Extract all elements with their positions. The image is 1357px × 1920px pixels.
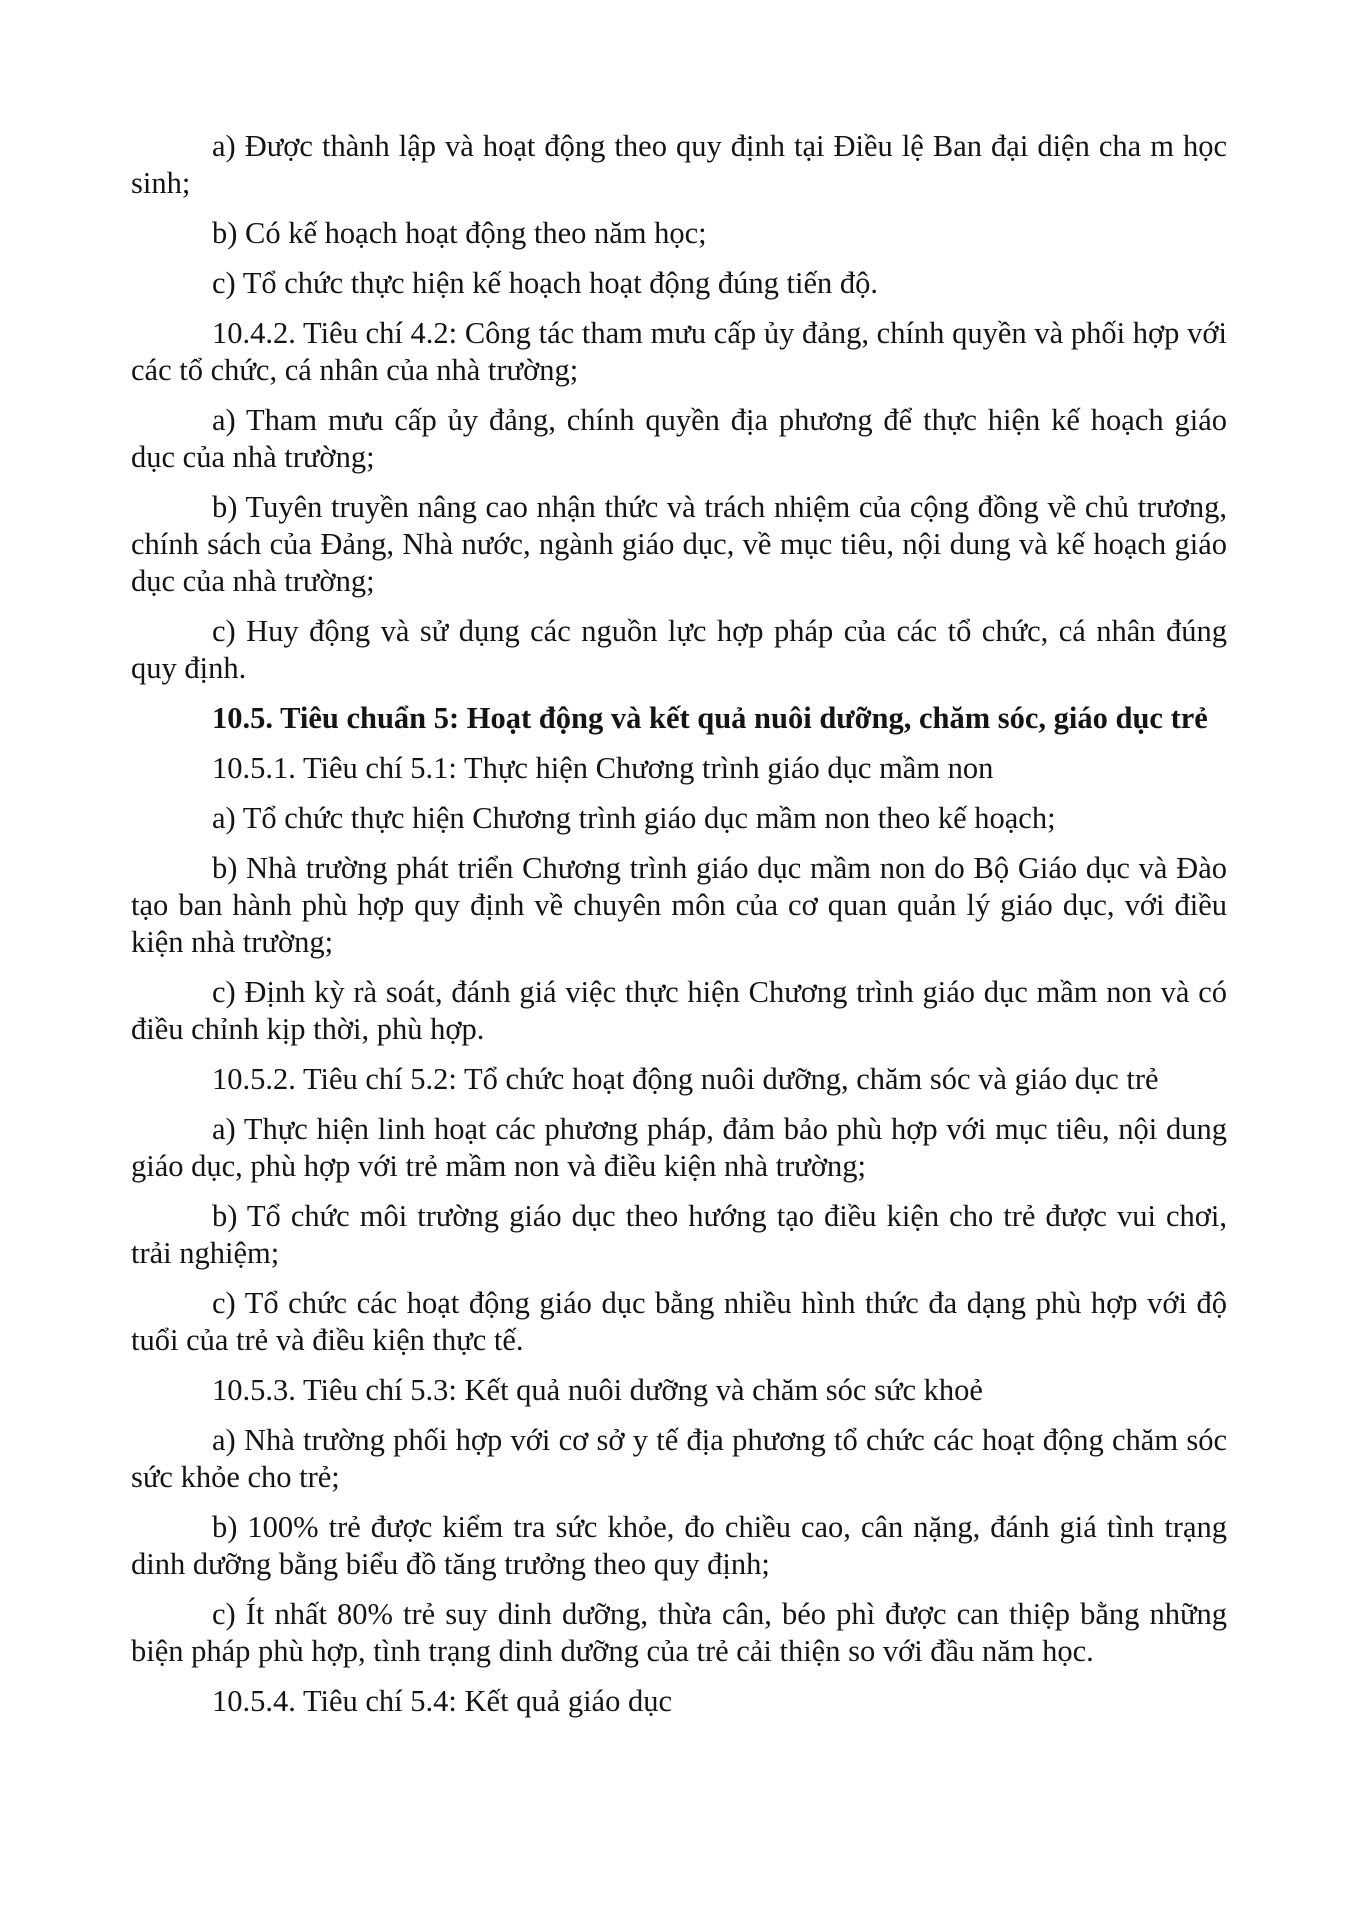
paragraph: a) Được thành lập và hoạt động theo quy định tại Điều lệ Ban đại diện cha m học sinh;	[131, 129, 1227, 200]
document-body	[131, 128, 1227, 1720]
paragraph: b) Có kế hoạch hoạt động theo năm học;	[212, 216, 707, 250]
paragraph: b) 100% trẻ được kiểm tra sức khỏe, đo chiều cao, cân nặng, đánh giá tình trạng dinh dưỡng bằng biểu đồ tăng trưởng theo quy định;	[131, 1510, 1227, 1581]
paragraph: c) Tổ chức thực hiện kế hoạch hoạt động đúng tiến độ.	[212, 266, 879, 300]
paragraph: 10.5.4. Tiêu chí 5.4: Kết quả giáo dục	[212, 1684, 673, 1718]
paragraph: 10.4.2. Tiêu chí 4.2: Công tác tham mưu cấp ủy đảng, chính quyền và phối hợp với các tổ chức, cá nhân của nhà trường;	[131, 316, 1227, 387]
paragraph: a) Tổ chức thực hiện Chương trình giáo dục mầm non theo kế hoạch;	[212, 801, 1056, 835]
paragraph: 10.5.1. Tiêu chí 5.1: Thực hiện Chương trình giáo dục mầm non	[212, 751, 994, 785]
paragraph: b) Tổ chức môi trường giáo dục theo hướng tạo điều kiện cho trẻ được vui chơi, trải nghiệm;	[131, 1199, 1227, 1270]
paragraph: 10.5.2. Tiêu chí 5.2: Tổ chức hoạt động nuôi dưỡng, chăm sóc và giáo dục trẻ	[212, 1062, 1159, 1096]
paragraph: a) Thực hiện linh hoạt các phương pháp, đảm bảo phù hợp với mục tiêu, nội dung giáo dục, phù hợp với trẻ mầm non và điều kiện nhà trường;	[131, 1112, 1227, 1183]
paragraph: c) Ít nhất 80% trẻ suy dinh dưỡng, thừa cân, béo phì được can thiệp bằng những biện pháp phù hợp, tình trạng dinh dưỡng của trẻ cải thiện so với đầu năm học.	[131, 1597, 1227, 1668]
paragraph: c) Tổ chức các hoạt động giáo dục bằng nhiều hình thức đa dạng phù hợp với độ tuổi của trẻ và điều kiện thực tế.	[131, 1286, 1227, 1357]
section-heading: 10.5. Tiêu chuẩn 5: Hoạt động và kết quả nuôi dưỡng, chăm sóc, giáo dục trẻ	[212, 701, 1208, 735]
paragraph: b) Nhà trường phát triển Chương trình giáo dục mầm non do Bộ Giáo dục và Đào tạo ban hành phù hợp quy định về chuyên môn của cơ quan quản lý giáo dục, với điều kiện nhà trường;	[131, 851, 1227, 959]
paragraph: b) Tuyên truyền nâng cao nhận thức và trách nhiệm của cộng đồng về chủ trương, chính sách của Đảng, Nhà nước, ngành giáo dục, về mục tiêu, nội dung và kế hoạch giáo dục của nhà trường;	[131, 490, 1227, 598]
paragraph: a) Nhà trường phối hợp với cơ sở y tế địa phương tổ chức các hoạt động chăm sóc sức khỏe cho trẻ;	[131, 1423, 1227, 1494]
paragraph: c) Định kỳ rà soát, đánh giá việc thực hiện Chương trình giáo dục mầm non và có điều chỉnh kịp thời, phù hợp.	[131, 975, 1227, 1046]
paragraph: 10.5.3. Tiêu chí 5.3: Kết quả nuôi dưỡng và chăm sóc sức khoẻ	[212, 1373, 983, 1407]
paragraph: c) Huy động và sử dụng các nguồn lực hợp pháp của các tổ chức, cá nhân đúng quy định.	[131, 614, 1227, 685]
paragraph: a) Tham mưu cấp ủy đảng, chính quyền địa phương để thực hiện kế hoạch giáo dục của nhà trường;	[131, 403, 1227, 474]
